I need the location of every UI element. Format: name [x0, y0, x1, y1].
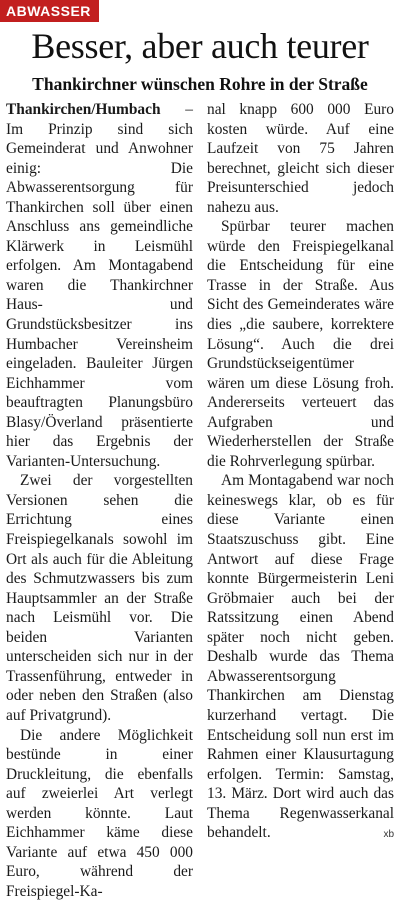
article-body [6, 100, 394, 662]
section-kicker: ABWASSER [0, 0, 99, 22]
dateline: Thankirchen/Humbach [6, 101, 161, 118]
article-headline: Besser, aber auch teurer [0, 26, 400, 66]
column-right [207, 100, 394, 662]
dateline-dash: – [161, 101, 193, 118]
column-left [6, 100, 193, 662]
paragraph-continued: nal knapp 600 000 Euro kosten würde. Auf eine Laufzeit von 75 Jahren berechnet, gleicht sich dieser Preisunterschied jedoch nahezu aus. [207, 100, 394, 217]
article-subheadline: Thankirchner wünschen Rohre in der Straße [0, 74, 400, 94]
paragraph: Zwei der vorgestellten Versionen sehen die Errichtung eines Freispiegelkanals sowohl im Ort als auch für die Ableitung des Schmutzwassers bis zum Hauptsammler an der Straße nach Leismühl vor. Die beiden Varianten unterscheiden sich nur in der Trassenführung, entweder in oder neben den Straßen (also auf Privatgrund). [6, 471, 193, 725]
paragraph: Spürbar teurer machen würde den Freispiegelkanal die Entscheidung für eine Trasse in der Straße. Aus Sicht des Gemeinderates wäre dies „die saubere, korrektere Lösung“. Auch die drei Grundstückseigentümer wären um diese Lösung froh. Andererseits verteuert das Aufgraben und Wiederherstellen der Straße die Rohrverlegung spürbar. [207, 217, 394, 471]
paragraph: Die andere Möglichkeit bestünde in einer Druckleitung, die ebenfalls auf zweierlei Art verlegt werden könnte. Laut Eichhammer käme diese Variante auf etwa 450 000 Euro, während der Freispiegel-Ka- [6, 726, 193, 901]
paragraph-last [207, 471, 394, 842]
paragraph-lead [6, 100, 193, 471]
paragraph-text: Am Montagabend war noch keineswegs klar, ob es für diese Variante einen Staatszuschuss gibt. Eine Antwort auf diese Frage konnte Bürgermeisterin Leni Gröbmaier auch bei der Ratssitzung einen Abend später noch nicht geben. Deshalb wurde das Thema Abwasserentsorgung Thankirchen am Dienstag kurzerhand vertagt. Die Entscheidung soll nun erst im Rahmen einer Klausurtagung erfolgen. Termin: Samstag, 13. März. Dort wird auch das Thema Regenwasserkanal behandelt. [207, 472, 394, 841]
author-initials: xb [369, 825, 394, 845]
paragraph-text: Im Prinzip sind sich Gemeinderat und Anwohner einig: Die Abwasserentsorgung für Thankirchen soll über einen Anschluss ans gemeindliche Klärwerk in Leismühl erfolgen. Am Montagabend waren die Thankirchner Haus- und Grundstücksbesitzer ins Humbacher Vereinsheim eingeladen. Bauleiter Jürgen Eichhammer vom beauftragten Planungsbüro Blasy/Överland präsentierte hier das Ergebnis der Varianten-Untersuchung. [6, 121, 193, 470]
